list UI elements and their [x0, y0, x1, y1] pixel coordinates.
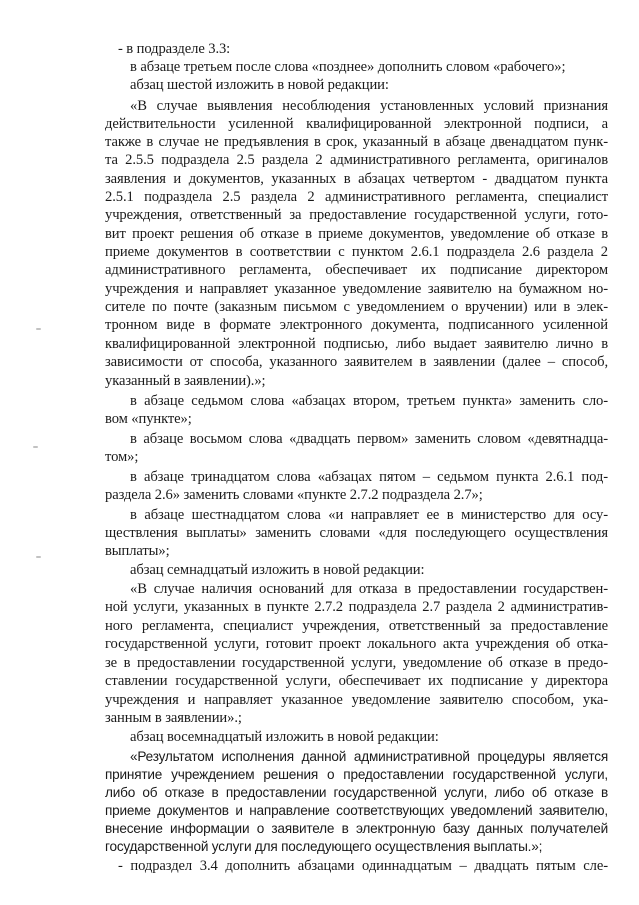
text-line: та 2.5.5 подраздела 2.5 раздела 2 административного регламента, оригиналов [105, 152, 608, 168]
text-line: квалифицированной электронной подписью, либо выдает заявителю лично в [105, 336, 608, 352]
text-line: действительности усиленной квалифицированной электронной подписи, а [105, 116, 608, 132]
text-line: принятие учреждением решения о предоставлении государственной услуги, [105, 767, 608, 782]
text-line: «В случае выявления несоблюдения установленных условий признания [130, 98, 608, 114]
text-line: государственной услуги, готовит проект локального акта учреждения об отка- [105, 636, 608, 652]
text-line: ной услуги, указанных в пункте 2.7.2 подраздела 2.7 раздела 2 административ- [105, 599, 608, 615]
text-line: - подраздел 3.4 дополнить абзацами одиннадцатым – двадцать пятым сле- [118, 858, 608, 874]
scan-speck [36, 556, 41, 558]
text-line: заявления и документов, указанных в абзацах четвертом - двадцатом пункта [105, 171, 608, 187]
text-line: абзац восемнадцатый изложить в новой редакции: [130, 729, 439, 745]
text-line: зе в предоставлении государственной услуги, уведомление об отказе в предо- [105, 655, 608, 671]
scan-speck [33, 446, 38, 448]
text-line: зависимости от способа, указанного заявителем в заявлении (далее – способ, [105, 354, 608, 370]
text-line: либо об отказе в предоставлении государственной услуги, либо об отказе в [105, 785, 608, 800]
text-line: тронном виде в формате электронного документа, подписанного усиленной [105, 317, 608, 333]
text-line: также в случае не предъявления в срок, указанный в абзаце двенадцатом пунк- [105, 134, 608, 150]
text-line: учреждения и направляет указанное уведомление заявителю на бумажном но- [105, 281, 608, 297]
text-line: государственной услуги для последующего осуществления выплаты.»; [105, 839, 543, 854]
text-line: в абзаце шестнадцатом слова «и направляет ее в министерство для осу- [130, 507, 608, 523]
text-line: приеме документов в соответствии с пунктом 2.6.1 подраздела 2.6 раздела 2 [105, 244, 608, 260]
text-line: ного регламента, специалист учреждения, ответственный за предоставление [105, 618, 608, 634]
text-line: в абзаце седьмом слова «абзацах втором, третьем пункта» заменить сло- [130, 393, 608, 409]
text-line: 2.5.1 подраздела 2.5 раздела 2 административного регламента, специалист [105, 189, 608, 205]
text-line: ществления выплаты» заменить словами «для последующего осуществления [105, 525, 608, 541]
text-line: абзац шестой изложить в новой редакции: [130, 77, 389, 93]
text-line: «Результатом исполнения данной административной процедуры является [130, 749, 608, 764]
text-line: указанный в заявлении).»; [105, 373, 266, 389]
text-line: - в подразделе 3.3: [118, 41, 231, 57]
text-line: в абзаце тринадцатом слова «абзацах пятом – седьмом пункта 2.6.1 под- [130, 469, 608, 485]
text-line: занным в заявлении».; [105, 710, 242, 726]
text-line: административного регламента, обеспечивает их подписание директором [105, 262, 608, 278]
text-line: приеме документов и направление соответствующих уведомлений заявителю, [105, 803, 608, 818]
text-line: учреждения, ответственный за предоставление государственной услуги, гото- [105, 207, 608, 223]
text-line: раздела 2.6» заменить словами «пункте 2.7.2 подраздела 2.7»; [105, 487, 483, 503]
text-line: внесение информации о заявителе в электронную базу данных получателей [105, 821, 608, 836]
text-line: ставлении государственной услуги, обеспечивает их подписание у директора [105, 673, 608, 689]
text-line: выплаты»; [105, 543, 170, 559]
text-line: вом «пункте»; [105, 411, 192, 427]
text-line: учреждения и направляет указанное уведомление заявителю способом, ука- [105, 692, 608, 708]
text-line: «В случае наличия оснований для отказа в предоставлении государствен- [130, 581, 608, 597]
text-line: том»; [105, 449, 139, 465]
text-line: в абзаце восьмом слова «двадцать первом» заменить словом «девятнадца- [130, 431, 608, 447]
text-line: сителе по почте (заказным письмом с уведомлением о вручении) или в элек- [105, 299, 608, 315]
scan-speck [36, 328, 41, 330]
text-line: абзац семнадцатый изложить в новой редакции: [130, 562, 425, 578]
text-line: вит проект решения об отказе в приеме документов, уведомление об отказе в [105, 226, 608, 242]
text-line: в абзаце третьем после слова «позднее» дополнить словом «рабочего»; [130, 59, 566, 75]
